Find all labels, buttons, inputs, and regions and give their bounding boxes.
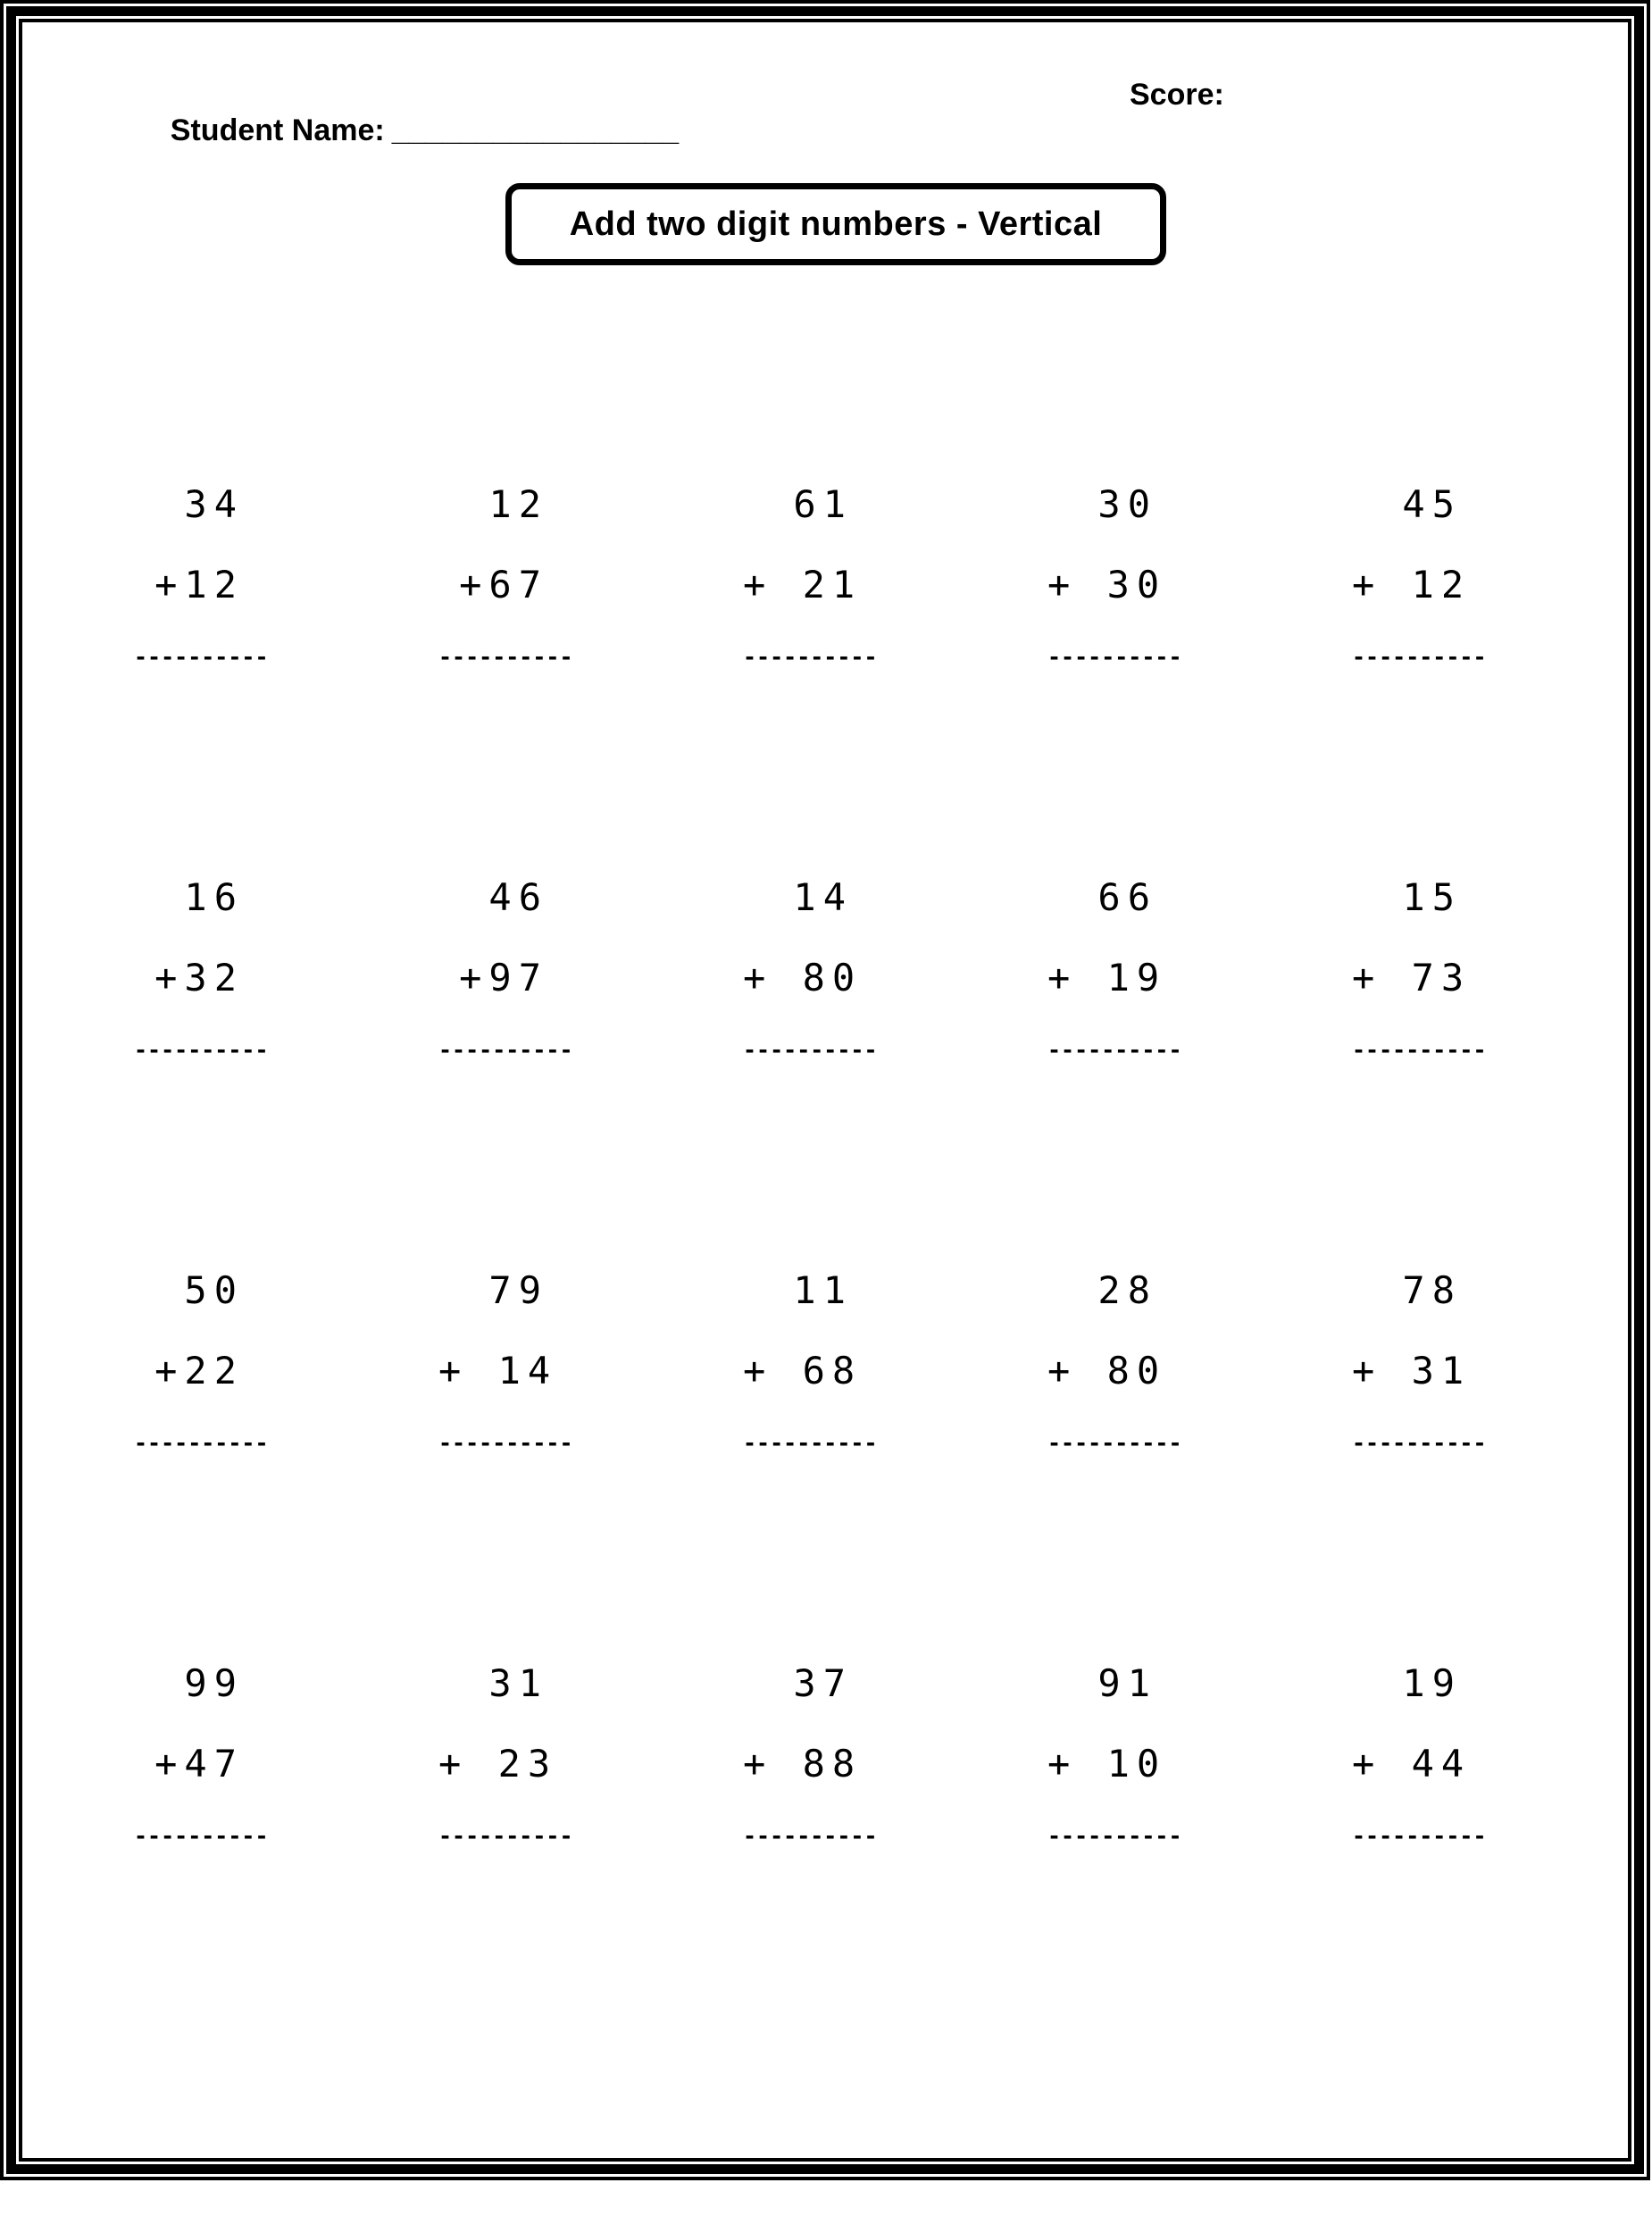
problem-top-number: 31 (488, 1661, 548, 1705)
problem-cell (134, 1268, 269, 1665)
answer-line: ---------- (1047, 1823, 1182, 1849)
answer-line: ---------- (743, 1037, 878, 1063)
answer-line: ---------- (438, 1823, 573, 1849)
problem-addend: + 44 (1352, 1742, 1472, 1786)
problem-cell (438, 875, 573, 1272)
answer-line: ---------- (134, 1823, 269, 1849)
problem-cell (743, 875, 878, 1272)
problem-cell (743, 1661, 878, 2058)
problem-addend: + 31 (1352, 1349, 1472, 1392)
problem-cell (438, 1661, 573, 2058)
answer-line: ---------- (438, 644, 573, 670)
problem-top-number: 11 (793, 1268, 853, 1312)
problem-addend: + 73 (1352, 956, 1472, 999)
problem-top-number: 37 (793, 1661, 853, 1705)
answer-line: ---------- (1352, 1430, 1487, 1456)
problem-addend: + 10 (1047, 1742, 1167, 1786)
problem-top-number: 34 (184, 482, 244, 526)
answer-line: ---------- (134, 644, 269, 670)
answer-line: ---------- (743, 1823, 878, 1849)
problem-top-number: 61 (793, 482, 853, 526)
problem-cell (743, 482, 878, 879)
problem-addend: +47 (154, 1742, 244, 1786)
problem-addend: + 23 (438, 1742, 558, 1786)
problem-addend: +12 (154, 563, 244, 606)
problem-top-number: 91 (1097, 1661, 1157, 1705)
problem-cell (1047, 1661, 1182, 2058)
answer-line: ---------- (1352, 1037, 1487, 1063)
problem-cell (438, 482, 573, 879)
problem-cell (1352, 1268, 1487, 1665)
problem-addend: + 21 (743, 563, 863, 606)
problem-top-number: 14 (793, 875, 853, 919)
problem-top-number: 16 (184, 875, 244, 919)
problem-top-number: 28 (1097, 1268, 1157, 1312)
answer-line: ---------- (438, 1037, 573, 1063)
problem-top-number: 12 (488, 482, 548, 526)
problem-cell (1352, 482, 1487, 879)
problem-cell (438, 1268, 573, 1665)
problem-addend: + 12 (1352, 563, 1472, 606)
problem-top-number: 46 (488, 875, 548, 919)
problem-top-number: 78 (1402, 1268, 1462, 1312)
problem-cell (134, 1661, 269, 2058)
answer-line: ---------- (1352, 1823, 1487, 1849)
problem-addend: + 80 (743, 956, 863, 999)
problem-cell (1047, 875, 1182, 1272)
problem-top-number: 79 (488, 1268, 548, 1312)
problem-addend: +32 (154, 956, 244, 999)
problem-cell (1352, 1661, 1487, 2058)
answer-line: ---------- (1047, 644, 1182, 670)
problem-addend: + 80 (1047, 1349, 1167, 1392)
problem-cell (134, 875, 269, 1272)
problem-cell (134, 482, 269, 879)
problem-addend: +67 (459, 563, 548, 606)
problem-addend: + 30 (1047, 563, 1167, 606)
answer-line: ---------- (743, 1430, 878, 1456)
worksheet-title-box (505, 183, 1166, 265)
problem-cell (1352, 875, 1487, 1272)
answer-line: ---------- (134, 1430, 269, 1456)
problem-top-number: 15 (1402, 875, 1462, 919)
problem-addend: + 14 (438, 1349, 558, 1392)
answer-line: ---------- (438, 1430, 573, 1456)
score-label: Score: (1130, 78, 1224, 112)
problem-cell (1047, 482, 1182, 879)
worksheet-title: Add two digit numbers - Vertical (569, 205, 1103, 243)
problem-addend: + 68 (743, 1349, 863, 1392)
problem-cell (743, 1268, 878, 1665)
answer-line: ---------- (1047, 1430, 1182, 1456)
answer-line: ---------- (134, 1037, 269, 1063)
problem-top-number: 45 (1402, 482, 1462, 526)
problem-top-number: 50 (184, 1268, 244, 1312)
student-name-label: Student Name: (170, 113, 385, 147)
answer-line: ---------- (1047, 1037, 1182, 1063)
problem-top-number: 19 (1402, 1661, 1462, 1705)
problem-addend: +22 (154, 1349, 244, 1392)
problem-addend: + 19 (1047, 956, 1167, 999)
answer-line: ---------- (1352, 644, 1487, 670)
problems-grid (134, 482, 1487, 2058)
problem-top-number: 66 (1097, 875, 1157, 919)
student-name-blank-line: _________________ (391, 113, 680, 147)
problem-addend: + 88 (743, 1742, 863, 1786)
problem-top-number: 99 (184, 1661, 244, 1705)
answer-line: ---------- (743, 644, 878, 670)
problem-cell (1047, 1268, 1182, 1665)
problem-top-number: 30 (1097, 482, 1157, 526)
problem-addend: +97 (459, 956, 548, 999)
